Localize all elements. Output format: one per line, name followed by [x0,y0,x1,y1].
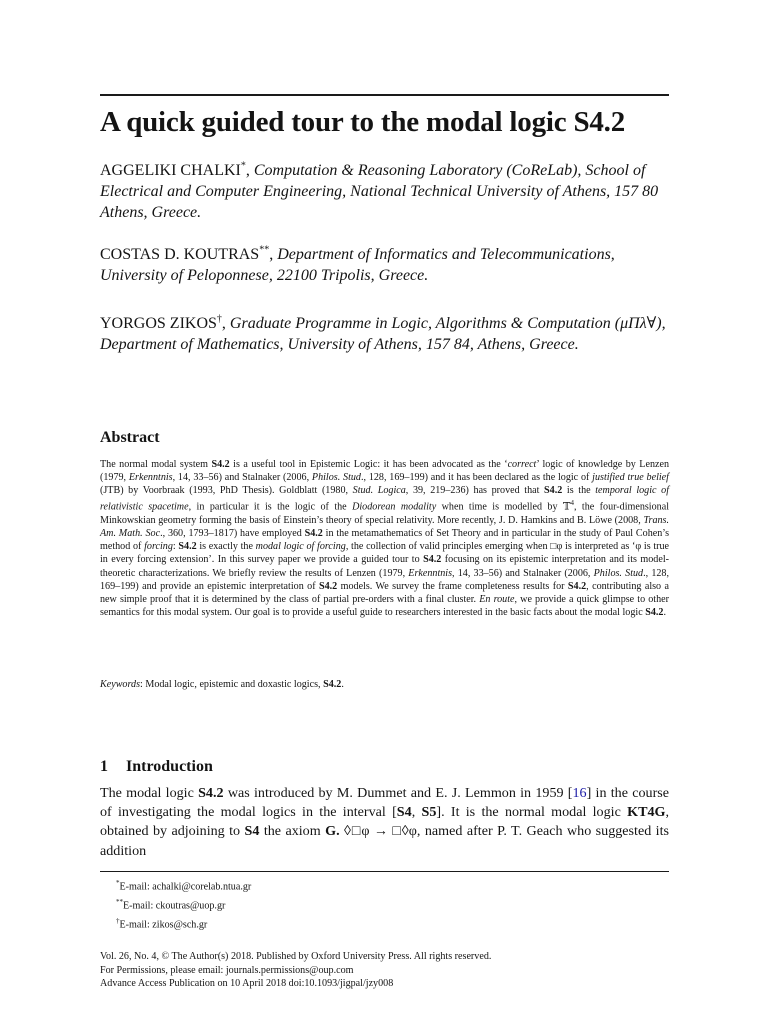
italic-run: Trans. Am. Math. Soc [100,514,669,540]
italic-run: Erkenntnis [128,472,173,484]
section-heading [100,757,213,777]
bold-run: S4.2 [318,580,338,592]
italic-run: correct [507,459,537,470]
text-run: ., 128, 169–199) and it has been declared as the logic of [360,472,593,484]
pubinfo-line: Vol. 26, No. 4, © The Author(s) 2018. Published by Oxford University Press. All rights reserved. [100,951,492,962]
text-run: , 14, 33–56) and Stalnaker (2006, [452,567,594,579]
bold-run: S5 [421,804,437,821]
author-1 [100,160,669,223]
footnote-mark: † [116,916,120,925]
text-run: is exactly the [196,541,256,553]
author-affiliation: Department of Informatics and Telecommunications, University of Peloponnese, 22100 Tripolis, Greece. [100,246,615,284]
author-name: YORGOS ZIKOS [100,315,217,332]
section-number: 1 [100,758,108,775]
author-name: COSTAS D. KOUTRAS [100,246,260,263]
italic-run: Erkenntnis [408,567,453,579]
keywords [100,678,669,691]
text-run: , 14, 33–56) and Stalnaker (2006, [172,472,312,484]
bold-run: S4.2 [423,554,442,566]
footnote-text: E-mail: zikos@sch.gr [119,919,208,931]
footnotes [116,876,251,933]
text-run: , the four-dimensional Minkowskian geometry forming the basis of Einstein’s theory of special relativity. More recently, J. D. Hamkins and B. Löwe (2008, [100,501,669,526]
author-mark: * [240,160,246,172]
abstract-body [100,458,669,619]
keywords-label: Keywords [100,679,141,690]
citation-link[interactable]: 16 [572,785,587,801]
footnote-rule [100,871,669,872]
bold-run: S4.2 [567,580,587,592]
author-name: AGGELIKI CHALKI [100,162,241,179]
abstract-heading: Abstract [100,429,160,446]
text-run: focusing on its epistemic interpretation and its model-theoretic characterizations. We briefly review the results of Lenzen (1979, [100,554,669,579]
footnote-1 [116,876,251,895]
text-run: . [663,607,666,619]
italic-run: justified true belief [592,472,669,484]
text-run: ’ logic of knowledge by Lenzen (1979, [100,459,670,484]
author-separator: , [245,162,254,179]
footnote-mark: * [116,879,120,887]
bold-run: S4.2 [544,485,563,497]
footnote-3 [116,914,251,933]
author-2 [100,244,669,286]
footnote-text: E-mail: ckoutras@uop.gr [123,900,226,912]
italic-run: Philos. Stud [593,567,644,579]
superscript: 4 [570,499,574,508]
bold-run: S4.2 [198,785,224,801]
author-affiliation: Computation & Reasoning Laboratory (CoReLab), School of Electrical and Computer Engineering, National Technical University of Athens, 157 80 Athens, Greece. [100,162,659,221]
introduction-body [100,784,669,861]
footnote-text: E-mail: achalki@corelab.ntua.gr [119,881,252,893]
bold-run: KT4G [627,804,666,821]
text-run: The modal logic [100,785,199,801]
author-separator: , [221,315,230,332]
text-run: ., 128, 169–199) and provide an epistemic interpretation of [100,567,669,592]
text-run: is a useful tool in Epistemic Logic: it has been advocated as the ‘ [229,459,508,470]
footnote-mark: ** [116,897,123,906]
text-run: ◊□φ → □◊φ, named after P. T. Geach who suggested its addition [100,823,669,859]
keywords-end: . [341,679,344,690]
bold-run: S4.2 [178,541,197,553]
text-run: , we provide a quick glimpse to other semantics for this modal system. Our goal is to provide a useful guide to researchers interested in the basic facts about the modal logic [100,593,670,619]
footnote-2 [116,895,251,914]
keywords-bold: S4.2 [323,679,342,690]
text-run: , obtained by adjoining to [100,804,670,840]
bold-run: G. [325,823,340,840]
text-run: when time is modelled by [436,501,563,513]
text-run: models. We survey the frame completeness results for [337,580,568,592]
italic-run: Diodorean modality [352,501,437,513]
author-affiliation: Graduate Programme in Logic, Algorithms & Computation (μΠλ∀), Department of Mathematics, University of Athens, 157 84, Athens, Greece. [100,315,666,353]
text-run: , the collection of valid principles emerging when □φ is interpreted as ‘φ is true in every forcing extension’. In this survey paper we provide a guided tour to [100,541,670,566]
italic-run: modal logic of forcing [255,541,346,553]
author-3 [100,313,669,355]
italic-run: Stud. Logica [352,485,406,497]
bold-run: S4 [244,823,260,840]
text-run: (JTB) by Voorbraak (1993, PhD Thesis). Goldblatt (1980, [100,485,353,497]
text-run: , in particular it is the logic of the [188,501,353,513]
text-run: 𝕋 [562,501,571,513]
section-title: Introduction [126,758,213,775]
publication-info [100,950,491,991]
bold-run: S4.2 [304,528,323,540]
text-run: ] in the course of investigating the modal logics in the interval [ [100,785,670,821]
title-rule [100,94,669,96]
text-run: : [172,541,179,553]
text-run: , 39, 219–236) has proved that [405,485,545,497]
author-mark: † [216,313,222,325]
author-mark: ** [259,244,270,256]
text-run: , contributing also a new simple proof that it is determined by the class of partial pre-orders with a final cluster. [100,580,669,605]
italic-run: En route [479,593,515,605]
italic-run: Philos. Stud [311,472,361,484]
pubinfo-line: Advance Access Publication on 10 April 2018 doi:10.1093/jigpal/jzy008 [100,978,394,990]
bold-run: S4.2 [211,459,230,470]
text-run: , [411,804,422,821]
pubinfo-line: For Permissions, please email: journals.permissions@oup.com [100,964,354,976]
italic-run: forcing [144,541,173,553]
text-run: ., 360, 1793–1817) have employed [160,528,305,540]
paper-title: A quick guided tour to the modal logic S4.2 [100,106,626,138]
text-run: in the metamathematics of Set Theory and in particular in the study of Paul Cohen’s method of [100,528,670,553]
text-run: was introduced by M. Dummet and E. J. Lemmon in 1959 [ [223,785,573,801]
text-run: the axiom [259,823,326,840]
author-separator: , [269,246,278,263]
bold-run: S4.2 [645,607,664,619]
text-run: ]. It is the normal modal logic [436,804,628,821]
text-run: is the [562,485,596,497]
text-run: The normal modal system [100,459,212,470]
bold-run: S4 [396,804,412,821]
italic-run: temporal logic of relativistic spacetime [100,485,669,513]
keywords-text: : Modal logic, epistemic and doxastic logics, [140,679,324,690]
